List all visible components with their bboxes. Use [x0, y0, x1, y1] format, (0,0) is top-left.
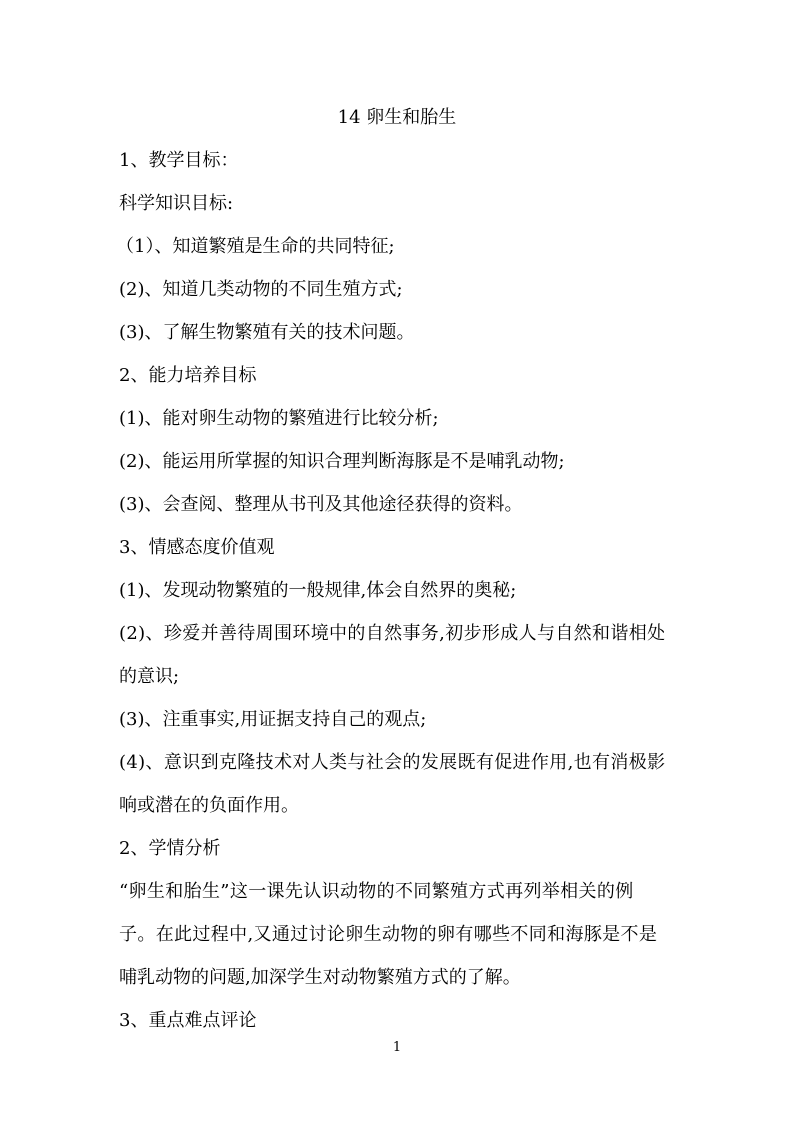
- list-item: (3)、了解生物繁殖有关的技术问题。: [119, 322, 415, 343]
- paragraph-line: 子。在此过程中,又通过讨论卵生动物的卵有哪些不同和海豚是不是: [119, 924, 658, 945]
- document-title: 14 卵生和胎生: [337, 107, 457, 128]
- heading-teaching-goals: 1、教学目标：: [119, 150, 239, 171]
- page-number: 1: [392, 1040, 402, 1055]
- list-item: (2)、能运用所掌握的知识合理判断海豚是不是哺乳动物;: [119, 451, 565, 472]
- list-item: (3)、注重事实,用证据支持自己的观点;: [119, 709, 427, 730]
- heading-ability-goals: 2、能力培养目标: [119, 365, 257, 386]
- heading-learner-analysis: 2、学情分析: [119, 838, 221, 859]
- list-item: （1）、知道繁殖是生命的共同特征;: [116, 236, 395, 257]
- heading-key-difficulties: 3、重点难点评论: [119, 1010, 257, 1031]
- list-item-continuation: 的意识;: [119, 666, 180, 687]
- subheading-knowledge-goals: 科学知识目标:: [119, 193, 234, 214]
- list-item-continuation: 响或潜在的负面作用。: [119, 795, 299, 816]
- list-item: (2)、知道几类动物的不同生殖方式;: [119, 279, 403, 300]
- list-item: (4)、意识到克隆技术对人类与社会的发展既有促进作用,也有消极影: [119, 752, 666, 773]
- list-item: (1)、能对卵生动物的繁殖进行比较分析;: [119, 408, 439, 429]
- list-item: (1)、发现动物繁殖的一般规律,体会自然界的奥秘;: [119, 580, 517, 601]
- paragraph-line: 哺乳动物的问题,加深学生对动物繁殖方式的了解。: [119, 967, 521, 988]
- list-item: (3)、会查阅、整理从书刊及其他途径获得的资料。: [119, 494, 523, 515]
- heading-attitude-values: 3、情感态度价值观: [119, 537, 275, 558]
- paragraph-line: “卵生和胎生”这一课先认识动物的不同繁殖方式再列举相关的例: [119, 881, 634, 902]
- list-item: (2)、珍爱并善待周围环境中的自然事务,初步形成人与自然和谐相处: [119, 623, 666, 644]
